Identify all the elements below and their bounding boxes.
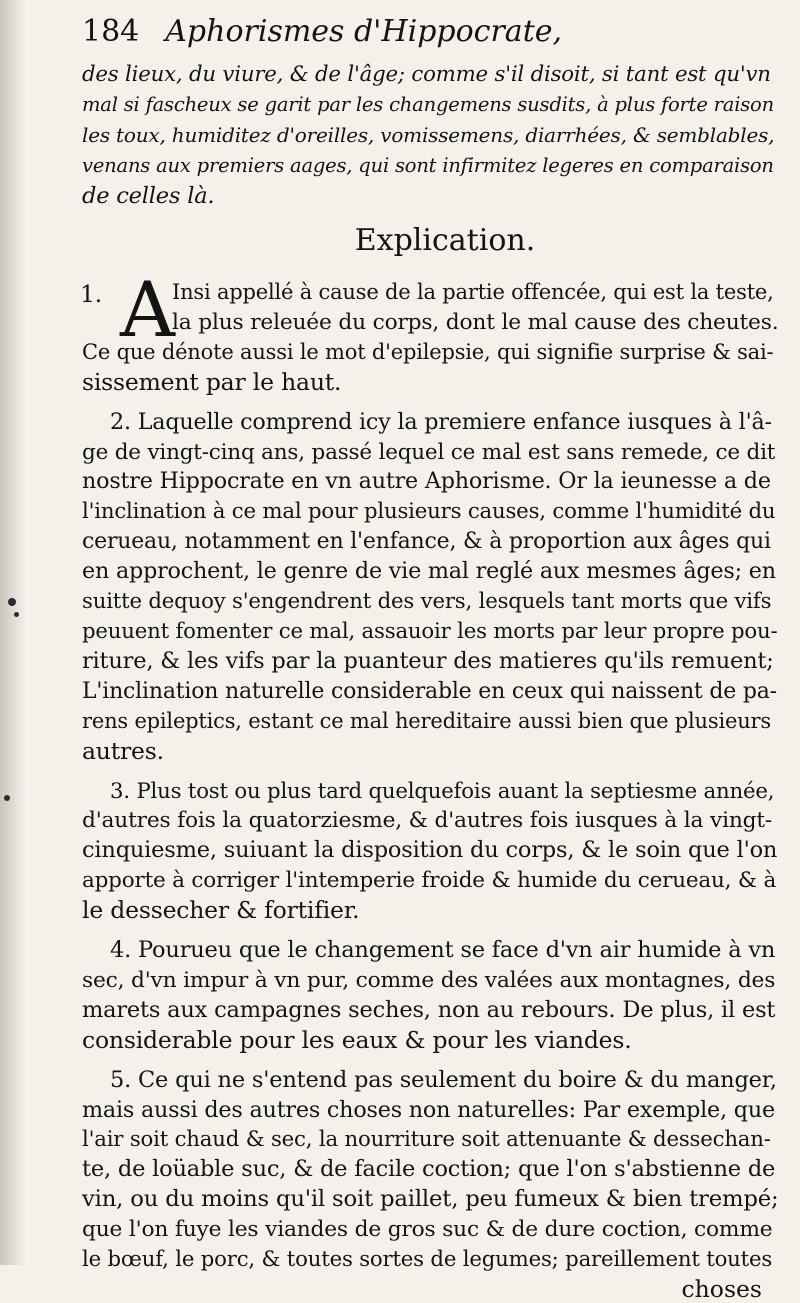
line-text: Pourueu que le changement se face d'vn air humide à vn: [138, 937, 776, 964]
aphorism-continuation: [82, 60, 775, 211]
ink-spot: [4, 795, 10, 801]
text-line: sec, d'vn impur à vn pur, comme des valées aux montagnes, des: [82, 967, 776, 993]
paragraph-number: 5.: [110, 1066, 132, 1093]
text-line: considerable pour les eaux & pour les viandes.: [82, 1025, 632, 1054]
running-title: Aphorismes d'Hippocrate,: [165, 14, 563, 49]
explication-paragraph-4: [82, 936, 776, 1056]
text-line: que l'on fuye les viandes de gros suc & de dure coction, comme: [82, 1217, 773, 1243]
ink-spot: [14, 612, 19, 617]
explication-paragraph-2: [82, 408, 778, 767]
text-line: le dessecher & fortifier.: [82, 896, 360, 925]
paragraph-number: 2.: [110, 408, 131, 435]
page-header: [82, 14, 768, 60]
text-line: la plus releuée du corps, dont le mal cause des cheutes.: [172, 309, 779, 335]
text-line: [82, 936, 776, 966]
line-text: Plus tost ou plus tard quelquefois auant la septiesme année,: [136, 778, 775, 804]
page-gutter-shadow: [0, 0, 26, 1265]
text-line: mal si fascheux se garit par les changemens susdits, à plus forte raison: [82, 93, 774, 117]
text-line: suitte dequoy s'engendrent des vers, lesquels tant morts que vifs: [82, 589, 772, 615]
text-line: cinquiesme, suiuant la disposition du corps, & le soin que l'on: [82, 837, 778, 864]
section-title: Explication.: [354, 223, 536, 259]
explication-paragraph-3: [82, 777, 778, 927]
text-line: peuuent fomenter ce mal, assauoir les morts par leur propre pou-: [82, 618, 778, 644]
text-line: mais aussi des autres choses non naturelles: Par exemple, que: [82, 1096, 775, 1123]
text-line: L'inclination naturelle considerable en ceux qui naissent de pa-: [82, 678, 777, 704]
text-line: des lieux, du viure, & de l'âge; comme s'il disoit, si tant est qu'vn: [82, 62, 771, 87]
text-line: nostre Hippocrate en vn autre Aphorisme. Or la ieunesse a de: [82, 468, 771, 495]
text-line: ge de vingt-cinq ans, passé lequel ce mal est sans remede, ce dit: [82, 439, 776, 465]
paragraph-number: 3.: [110, 778, 130, 804]
text-line: [82, 408, 772, 438]
text-line: de celles là.: [82, 182, 215, 209]
explication-paragraph-1: [80, 265, 779, 398]
text-line: l'inclination à ce mal pour plusieurs causes, comme l'humidité du: [82, 499, 776, 525]
text-line: sissement par le haut.: [82, 367, 342, 396]
text-line: riture, & les vifs par la puanteur des matieres qu'ils remuent;: [82, 647, 774, 674]
drop-cap: A: [120, 265, 175, 355]
text-line: le bœuf, le porc, & toutes sortes de legumes; pareillement toutes: [82, 1247, 773, 1273]
text-line: les toux, humiditez d'oreilles, vomissemens, diarrhées, & semblables,: [82, 123, 775, 148]
text-line: [82, 1066, 777, 1096]
paragraph-number: 4.: [110, 937, 132, 964]
text-line: marets aux campagnes seches, non au rebours. De plus, il est: [82, 996, 776, 1023]
text-line: d'autres fois la quatorziesme, & d'autres fois iusques à la vingt-: [82, 808, 773, 834]
line-text: Laquelle comprend icy la premiere enfance iusques à l'â-: [137, 408, 772, 435]
page-number: 184: [82, 14, 140, 49]
ink-spot: [8, 598, 16, 606]
paragraph-number: 1.: [80, 280, 103, 309]
text-line: Ce que dénote aussi le mot d'epilepsie, qui signifie surprise & sai-: [82, 339, 774, 364]
text-line: te, de loüable suc, & de facile coction; que l'on s'abstienne de: [82, 1156, 776, 1183]
catchword: choses: [681, 1275, 762, 1303]
text-line: autres.: [82, 736, 164, 765]
text-line: cerueau, notamment en l'enfance, & à proportion aux âges qui: [82, 529, 771, 555]
text-line: apporte à corriger l'intemperie froide & humide du cerueau, & à: [82, 868, 777, 894]
line-text: Ce qui ne s'entend pas seulement du boire & du manger,: [138, 1066, 777, 1093]
text-line: Insi appellé à cause de la partie offencée, qui est la teste,: [172, 280, 774, 305]
text-line: venans aux premiers aages, qui sont infirmitez legeres en comparaison: [82, 153, 774, 177]
explication-paragraph-5: [82, 1066, 779, 1275]
text-line: en approchent, le genre de vie mal reglé aux mesmes âges; en: [82, 558, 776, 585]
text-line: vin, ou du moins qu'il soit paillet, peu fumeux & bien trempé;: [82, 1186, 779, 1213]
text-line: l'air soit chaud & sec, la nourriture soit attenuante & dessechan-: [82, 1127, 771, 1153]
text-line: [82, 777, 775, 807]
text-line: rens epileptics, estant ce mal hereditaire aussi bien que plusieurs: [82, 708, 771, 733]
